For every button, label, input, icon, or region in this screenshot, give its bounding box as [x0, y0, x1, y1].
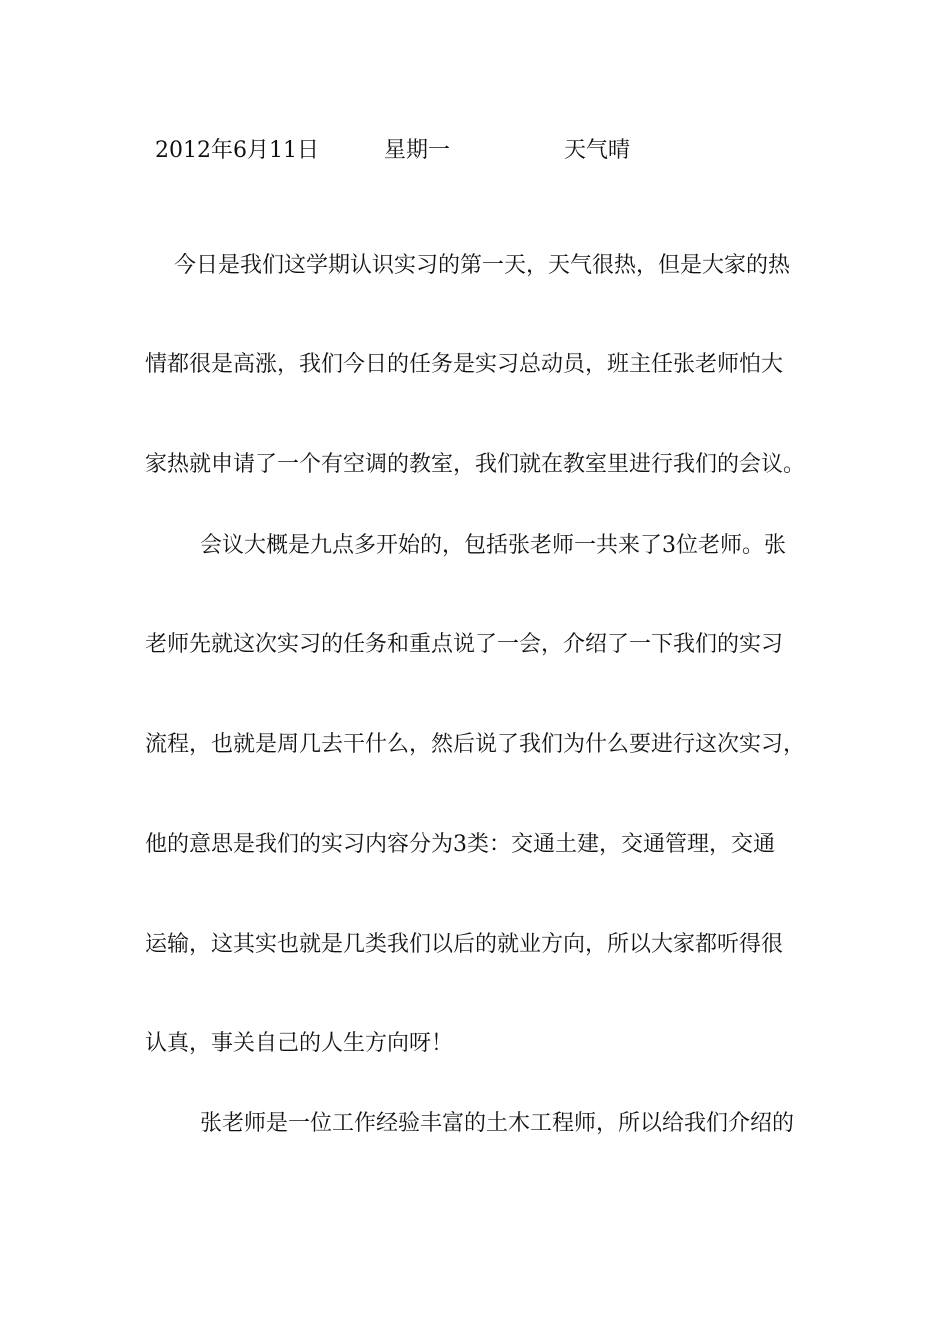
paragraph-2-line-2: 老师先就这次实习的任务和重点说了一会，介绍了一下我们的实习 — [145, 632, 784, 657]
paragraph-1-line-1: 今日是我们这学期认识实习的第一天，天气很热，但是大家的热 — [174, 253, 791, 278]
paragraph-1-line-3: 家热就申请了一个有空调的教室，我们就在教室里进行我们的会议。 — [145, 452, 806, 477]
diary-date: 2012年6月11日 — [155, 138, 319, 163]
paragraph-2-line-1: 会议大概是九点多开始的，包括张老师一共来了3位老师。张 — [200, 533, 786, 558]
paragraph-2-line-5: 运输，这其实也就是几类我们以后的就业方向，所以大家都听得很 — [145, 932, 784, 957]
paragraph-2-line-4: 他的意思是我们的实习内容分为3类：交通土建，交通管理，交通 — [145, 832, 775, 857]
paragraph-3-line-1: 张老师是一位工作经验丰富的土木工程师，所以给我们介绍的 — [200, 1111, 795, 1136]
diary-weather: 天气晴 — [564, 138, 631, 163]
paragraph-2-line-3: 流程，也就是周几去干什么，然后说了我们为什么要进行这次实习， — [145, 732, 806, 757]
paragraph-2-line-6: 认真，事关自己的人生方向呀！ — [145, 1031, 454, 1056]
paragraph-1-line-2: 情都很是高涨，我们今日的任务是实习总动员，班主任张老师怕大 — [145, 352, 784, 377]
diary-header — [155, 136, 675, 166]
diary-weekday: 星期一 — [384, 138, 451, 163]
